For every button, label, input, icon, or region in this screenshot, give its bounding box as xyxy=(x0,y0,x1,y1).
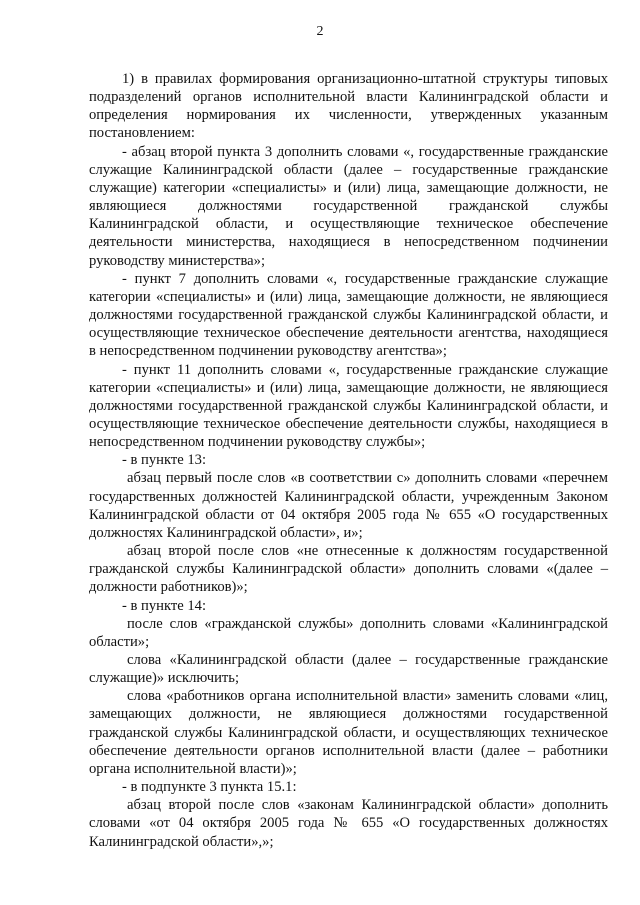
paragraph-item-point-11: - пункт 11 дополнить словами «, государственные гражданские служащие категории «специалисты» и (или) лица, замещающие должности, не являющиеся должностями государственной гражданской службы Калининградской области, и осуществляющие техническое обеспечение деятельности службы, находящиеся в непосредственном подчинении руководству службы»; xyxy=(89,361,608,451)
paragraph-item-point-7: - пункт 7 дополнить словами «, государственные гражданские служащие категории «специалисты» и (или) лица, замещающие должности, не являющиеся должностями государственной гражданской службы Калининградской области, и осуществляющие техническое обеспечение деятельности агентства, находящиеся в непосредственном подчинении руководству агентства»; xyxy=(89,270,608,360)
paragraph-intro: 1) в правилах формирования организационно-штатной структуры типовых подразделений органов исполнительной власти Калининградской области и определения нормирования их численности, утвержденных указанным постановлением: xyxy=(89,71,608,142)
paragraph-point-13-abzac-1: абзац первый после слов «в соответствии с» дополнить словами «перечнем государственных должностей Калининградской области, учрежденным Законом Калининградской области от 04 октября 2005 года № 655 «О государственных должностях Калининградской области», и»; xyxy=(89,470,608,541)
paragraph-item-point-3: - абзац второй пункта 3 дополнить словами «, государственные гражданские служащие Калининградской области (далее – государственные гражданские служащие) категории «специалисты» и (или) лица, замещающие должности, не являющиеся должностями государственной гражданской службы Калининградской области, и осуществляющие техническое обеспечение деятельности министерства, находящиеся в непосредственном подчинении руководству министерства»; xyxy=(89,143,608,269)
paragraph-point-14-change-1: после слов «гражданской службы» дополнить словами «Калининградской области»; xyxy=(89,615,608,650)
paragraph-point-14-change-2: слова «Калининградской области (далее – государственные гражданские служащие)» исключить; xyxy=(89,652,608,687)
paragraph-point-15-1-abzac-2: абзац второй после слов «законам Калининградской области» дополнить словами «от 04 октября 2005 года № 655 «О государственных должностях Калининградской области»,»; xyxy=(89,797,608,850)
document-body xyxy=(89,70,608,851)
paragraph-item-point-14: - в пункте 14: xyxy=(122,597,207,614)
paragraph-item-point-15-1: - в подпункте 3 пункта 15.1: xyxy=(122,779,297,796)
paragraph-point-14-change-3: слова «работников органа исполнительной власти» заменить словами «лиц, замещающих должности, не являющиеся должностями государственной гражданской службы Калининградской области, и осуществляющих техническое обеспечение деятельности органов исполнительной власти (далее – работники органа исполнительной власти)»; xyxy=(89,688,608,777)
paragraph-point-13-abzac-2: абзац второй после слов «не отнесенные к должностям государственной гражданской службы Калининградской области» дополнить словами «(далее – должности работников)»; xyxy=(89,543,608,596)
page-number: 2 xyxy=(316,24,324,39)
paragraph-item-point-13: - в пункте 13: xyxy=(122,452,207,469)
